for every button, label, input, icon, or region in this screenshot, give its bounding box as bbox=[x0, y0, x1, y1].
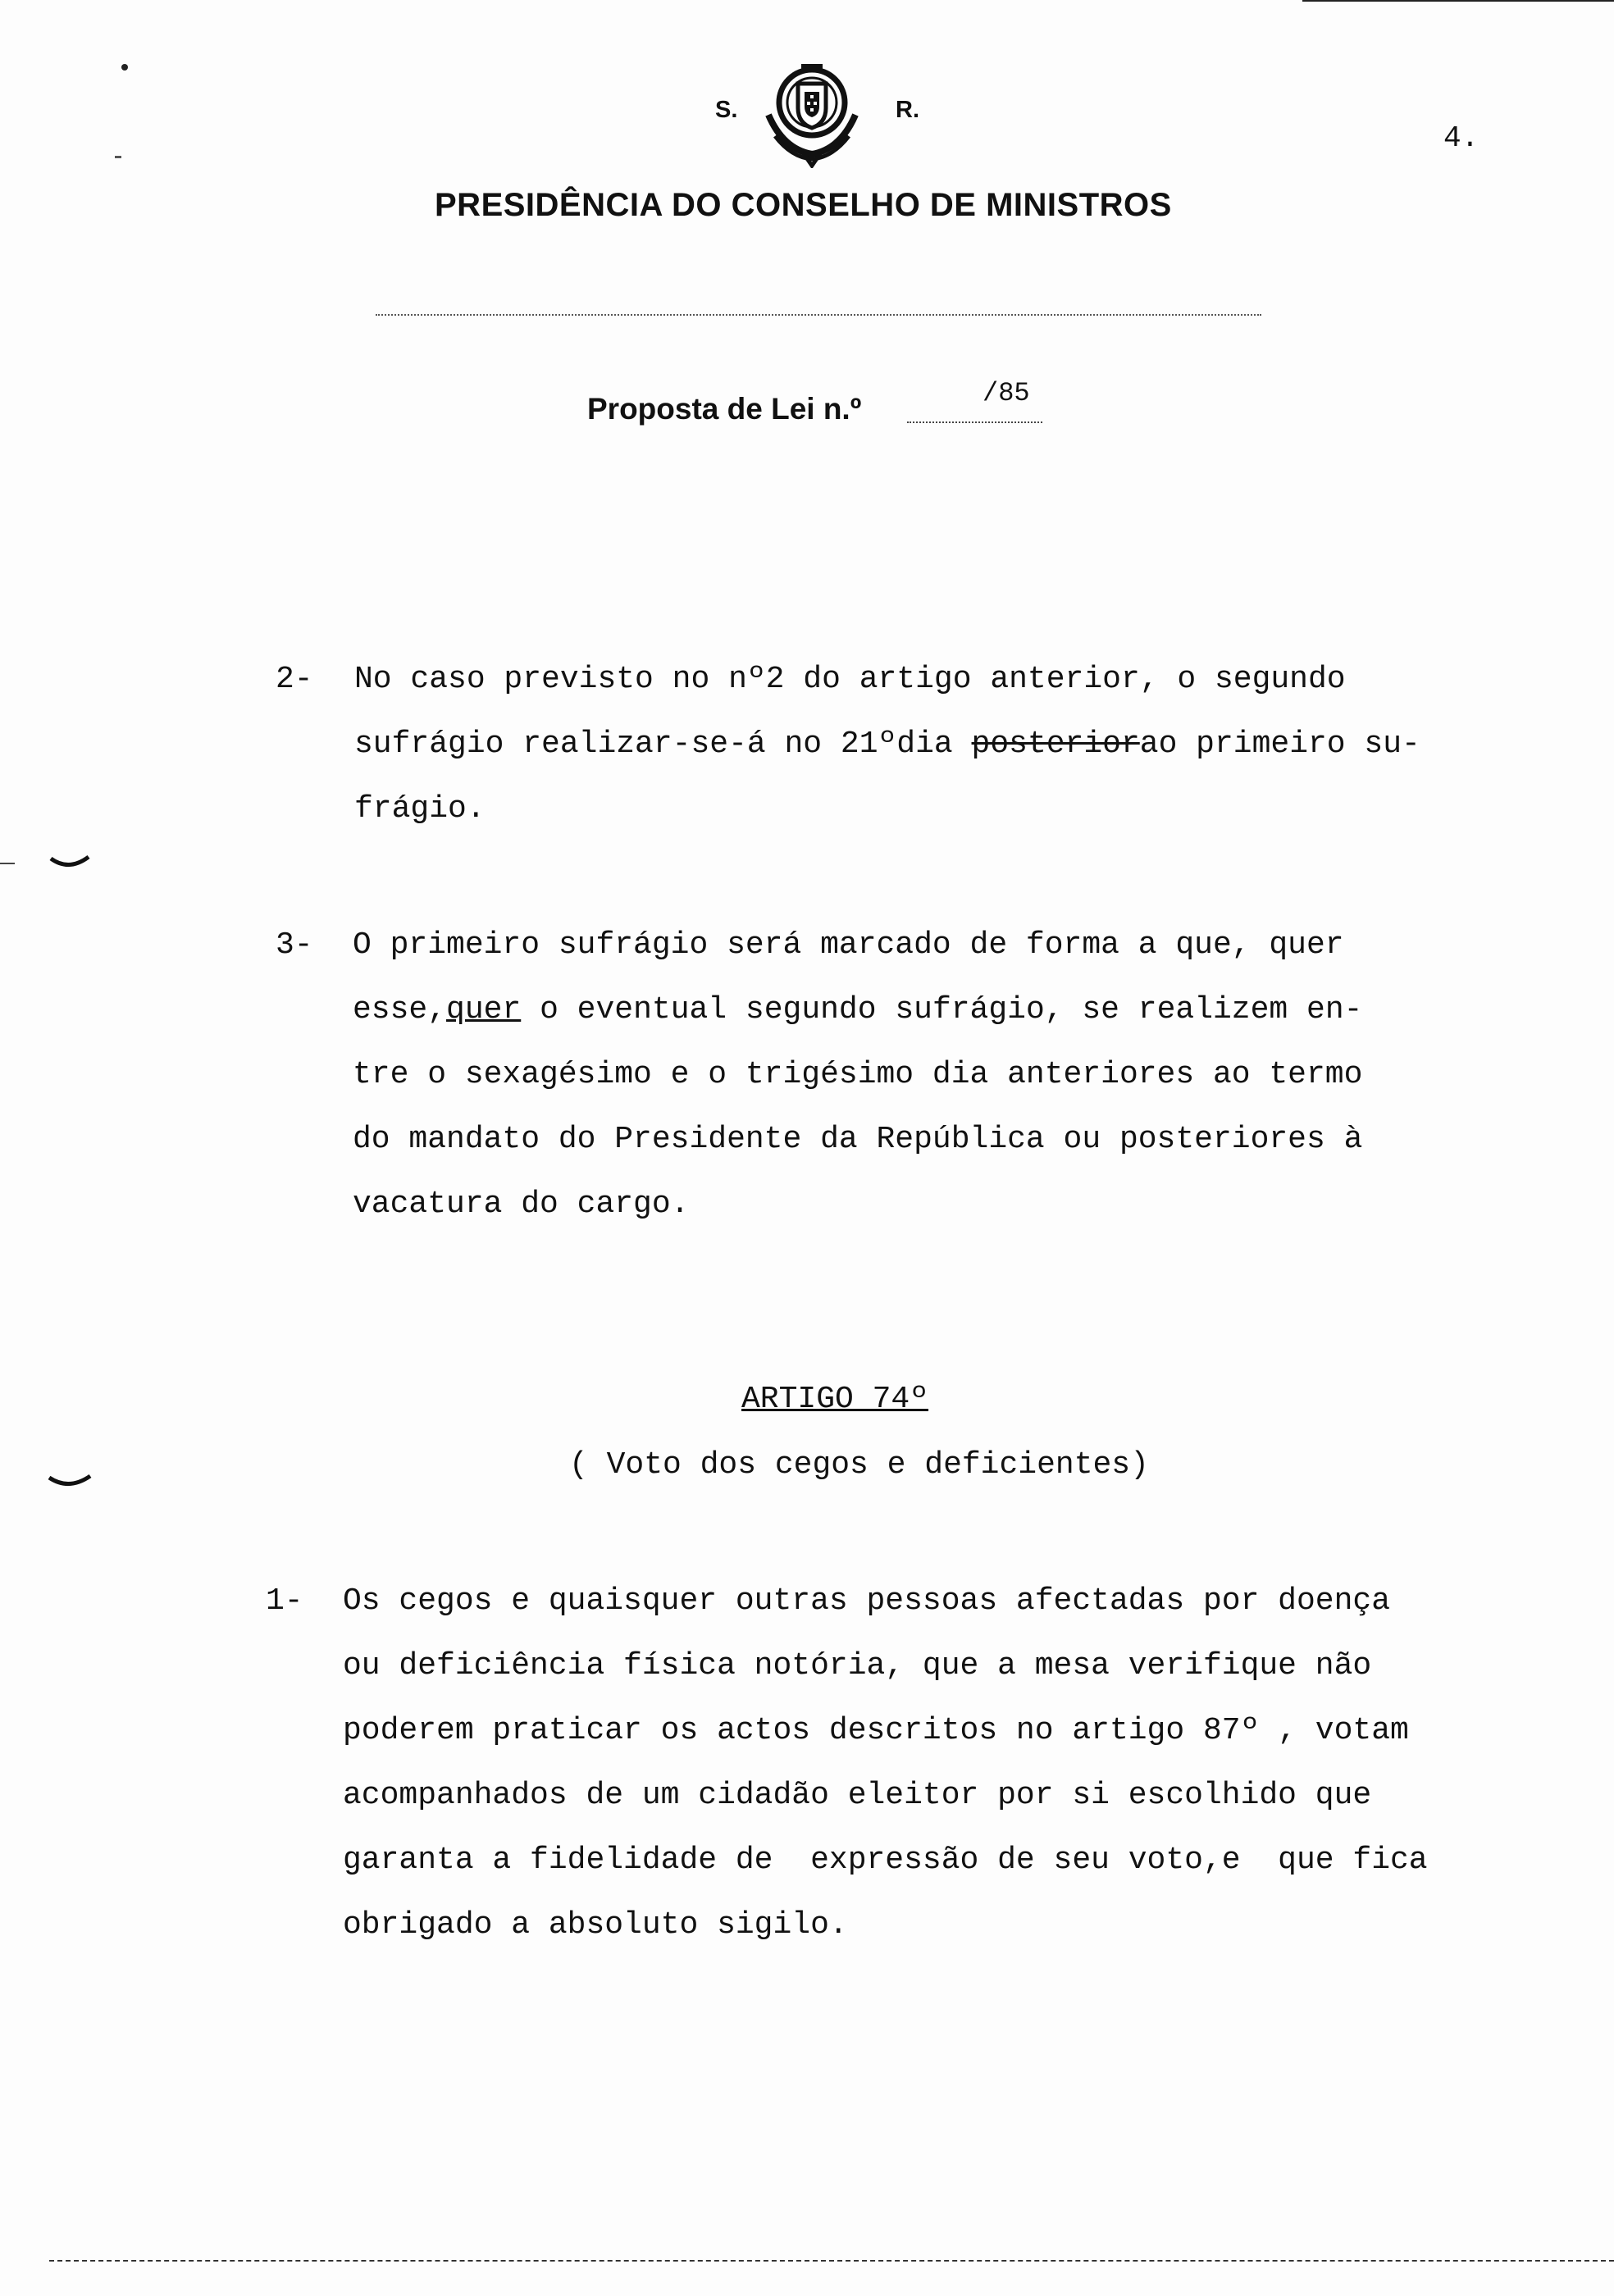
struck-word: posterior bbox=[971, 727, 1140, 762]
text-line bbox=[353, 977, 1362, 1042]
text-line bbox=[354, 712, 1420, 777]
text-line: garanta a fidelidade de expressão de seu voto,e que fica bbox=[343, 1843, 1428, 1878]
proposta-number-line bbox=[907, 421, 1042, 423]
institution-heading: PRESIDÊNCIA DO CONSELHO DE MINISTROS bbox=[435, 187, 1172, 223]
text-line: No caso previsto no nº2 do artigo anterior, o segundo bbox=[354, 662, 1346, 697]
header-letter-s: S. bbox=[715, 97, 738, 123]
text-line: frágio. bbox=[354, 791, 486, 827]
text-line: O primeiro sufrágio será marcado de forma a que, quer bbox=[353, 927, 1344, 963]
text-line: vacatura do cargo. bbox=[353, 1187, 690, 1222]
proposta-number: /85 bbox=[983, 378, 1030, 408]
text-line: Os cegos e quaisquer outras pessoas afectadas por doença bbox=[343, 1583, 1391, 1619]
portuguese-coat-of-arms-icon bbox=[750, 57, 873, 168]
text-line: do mandato do Presidente da República ou posteriores à bbox=[353, 1122, 1363, 1157]
text-line: obrigado a absoluto sigilo. bbox=[343, 1907, 848, 1943]
dotted-rule bbox=[376, 314, 1261, 316]
article-title: ARTIGO 74º bbox=[741, 1382, 929, 1417]
paragraph-2 bbox=[354, 647, 1420, 841]
text-segment: ao primeiro su- bbox=[1139, 727, 1420, 762]
article-subtitle: ( Voto dos cegos e deficientes) bbox=[569, 1447, 1149, 1483]
bottom-dashed-rule bbox=[49, 2260, 1614, 2262]
paragraph-number: 1- bbox=[266, 1583, 303, 1619]
scan-edge-line bbox=[1302, 0, 1614, 2]
page-number: 4. bbox=[1443, 121, 1480, 155]
text-segment: o eventual segundo sufrágio, se realizem en- bbox=[540, 992, 1363, 1027]
proposta-label: Proposta de Lei n.º bbox=[587, 392, 862, 426]
binding-hole-mark bbox=[46, 1468, 95, 1492]
text-line: poderem praticar os actos descritos no artigo 87º , votam bbox=[343, 1713, 1409, 1748]
paragraph-number: 2- bbox=[276, 662, 313, 697]
paragraph-3 bbox=[353, 913, 1362, 1237]
text-line: ou deficiência física notória, que a mesa verifique não bbox=[343, 1648, 1372, 1683]
paragraph-1 bbox=[343, 1569, 1428, 1957]
scan-speck bbox=[115, 154, 123, 159]
text-line: tre o sexagésimo e o trigésimo dia anteriores ao termo bbox=[353, 1057, 1363, 1092]
inserted-word: quer bbox=[446, 992, 522, 1027]
scan-speck bbox=[120, 62, 130, 72]
text-line: acompanhados de um cidadão eleitor por si escolhido que bbox=[343, 1778, 1372, 1813]
header-letter-r: R. bbox=[896, 97, 919, 123]
text-segment: esse, bbox=[353, 992, 447, 1027]
binding-hole-mark bbox=[0, 849, 98, 873]
paragraph-number: 3- bbox=[276, 927, 313, 963]
text-segment: sufrágio realizar-se-á no 21ºdia bbox=[354, 727, 953, 762]
